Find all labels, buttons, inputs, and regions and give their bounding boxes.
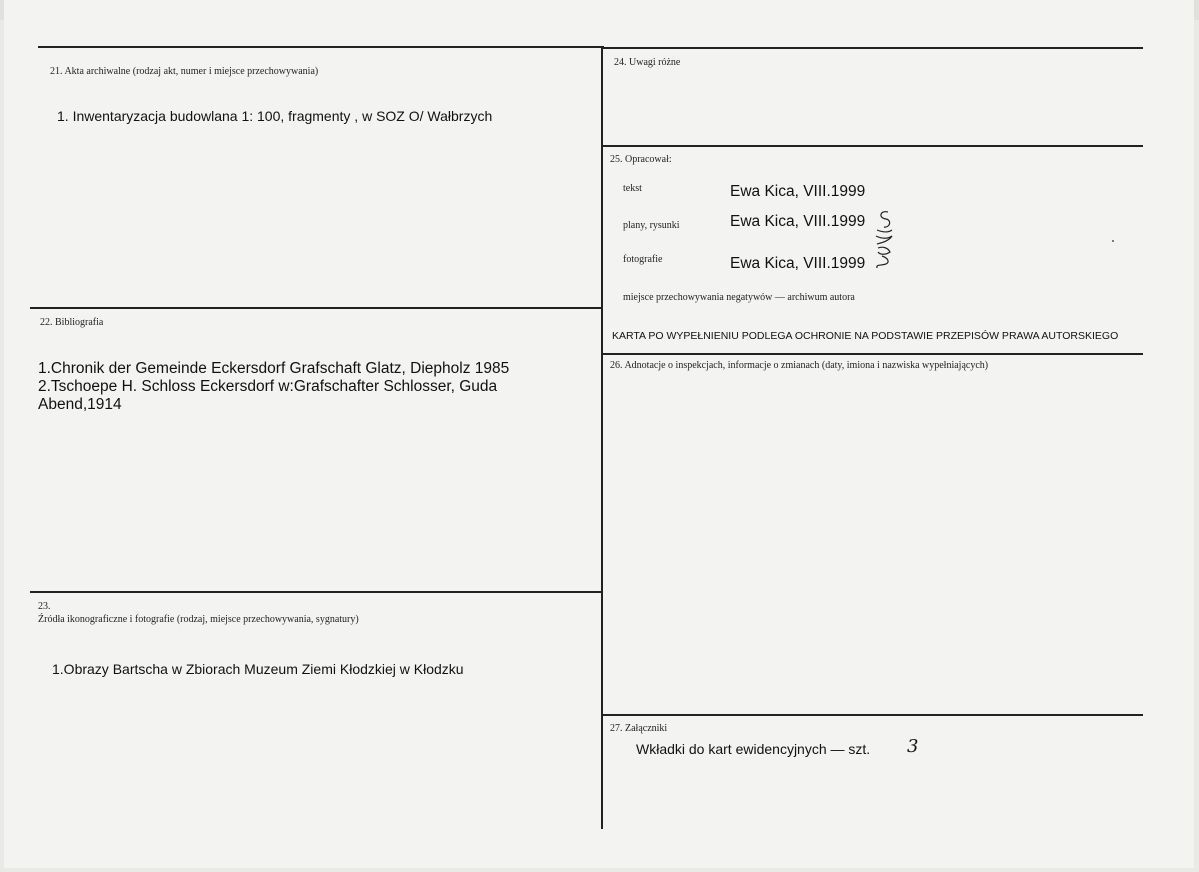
divider-22-23 bbox=[30, 591, 602, 593]
record-card bbox=[4, 0, 1194, 868]
row-fotografie-label: fotografie bbox=[623, 254, 663, 265]
row-fotografie-value: Ewa Kica, VIII.1999 bbox=[730, 255, 866, 272]
section-25-label: 25. Opracował: bbox=[610, 154, 672, 165]
copyright-notice: KARTA PO WYPEŁNIENIU PODLEGA OCHRONIE NA PODSTAWIE PRZEPISÓW PRAWA AUTORSKIEGO bbox=[612, 330, 1119, 342]
section-23-item-1: 1.Obrazy Bartscha w Zbiorach Muzeum Ziemi Kłodzkiej w Kłodzku bbox=[52, 661, 464, 677]
divider-21-22 bbox=[30, 307, 602, 309]
row-tekst-value: Ewa Kica, VIII.1999 bbox=[730, 183, 866, 200]
top-rule-right bbox=[602, 47, 1143, 49]
section-22-item-2: 2.Tschoepe H. Schloss Eckersdorf w:Grafschafter Schlosser, Guda Abend,1914 bbox=[38, 378, 498, 413]
scan-speck bbox=[1112, 240, 1114, 242]
section-26-label: 26. Adnotacje o inspekcjach, informacje o zmianach (daty, imiona i nazwiska wypełniających) bbox=[610, 360, 989, 371]
divider-25-26 bbox=[602, 353, 1143, 355]
center-divider bbox=[601, 47, 603, 829]
section-27-value: Wkładki do kart ewidencyjnych — szt. bbox=[636, 741, 871, 757]
divider-24-25 bbox=[602, 145, 1143, 147]
top-rule-left bbox=[38, 46, 604, 48]
section-22-label: 22. Bibliografia bbox=[40, 317, 104, 328]
section-23-number: 23. bbox=[38, 601, 51, 612]
section-24-label: 24. Uwagi różne bbox=[614, 57, 681, 68]
section-23-label: Źródła ikonograficzne i fotografie (rodzaj, miejsce przechowywania, sygnatury) bbox=[38, 614, 359, 625]
row-plany-value: Ewa Kica, VIII.1999 bbox=[730, 213, 866, 230]
row-tekst-label: tekst bbox=[623, 183, 642, 194]
section-27-label: 27. Załączniki bbox=[610, 723, 668, 734]
divider-26-27 bbox=[602, 714, 1143, 716]
section-27-handwritten-count: 3 bbox=[907, 736, 919, 757]
section-21-item-1: 1. Inwentaryzacja budowlana 1: 100, fragmenty , w SOZ O/ Wałbrzych bbox=[57, 108, 493, 124]
negatives-storage-note: miejsce przechowywania negatywów — archiwum autora bbox=[623, 292, 855, 303]
section-22-item-1: 1.Chronik der Gemeinde Eckersdorf Grafschaft Glatz, Diepholz 1985 bbox=[38, 360, 510, 377]
handwritten-signature bbox=[868, 206, 898, 272]
section-21-label: 21. Akta archiwalne (rodzaj akt, numer i miejsce przechowywania) bbox=[50, 66, 319, 77]
row-plany-label: plany, rysunki bbox=[623, 220, 680, 231]
